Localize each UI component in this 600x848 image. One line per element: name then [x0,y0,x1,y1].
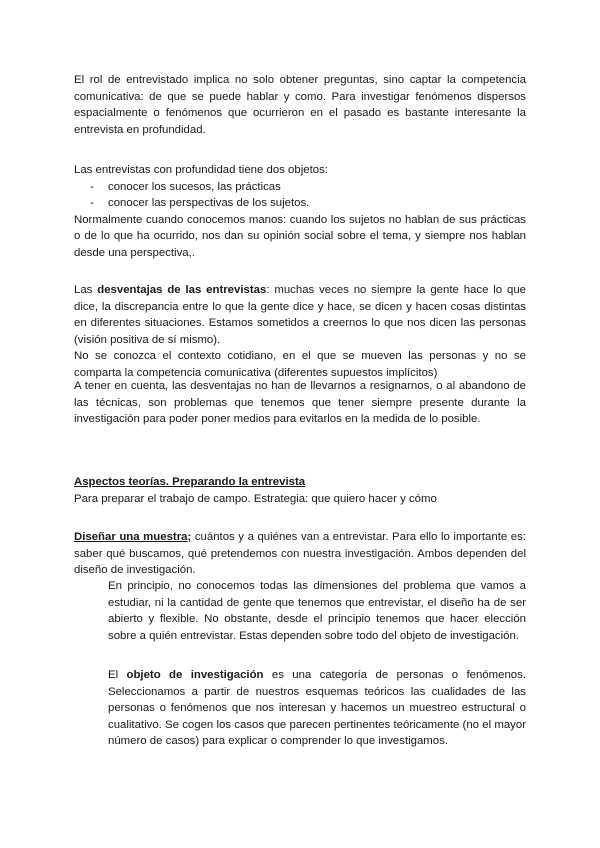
text-run: cuántos y a quiénes van a entrevistar. Para ello lo importante es: saber qué buscamos, qué pretendemos con nuestra investigación. Ambos dependen del diseño de investigación. [74,531,526,577]
paragraph-text: Las entrevistas con profundidad tiene dos objetos: [74,164,328,176]
text-run: Las [74,284,98,296]
paragraph-text [74,282,526,348]
paragraph-text: Normalmente cuando conocemos manos: cuando los sujetos no hablan de sus prácticas o de lo que ha ocurrido, nos dan su opinión social sobre el tema, y siempre nos hablan desde una perspectiva,. [74,213,526,259]
paragraph-disadvantages [74,282,526,382]
paragraph-text: En principio, no conocemos todas las dimensiones del problema que vamos a estudiar, ni la cantidad de gente que tenemos que entrevistar, el diseño ha de ser abierto y flexible. No obstante, desde el principio tenemos que hacer elección sobre a quién entrevistar. Estas dependen sobre todo del objeto de investigación. [108,580,526,642]
paragraph-object [108,667,526,750]
bold-term: Diseñar una muestra; [74,531,192,543]
paragraph-consider [74,378,526,428]
text-run: es una categoría de personas o fenómenos. Seleccionamos a partir de nuestros esquemas teóricos las cualidades de las personas o fenómenos que nos interesan y hacemos un muestreo estructural o cualitativo. Se cogen los casos que parecen pertinentes teóricamente (no el mayor número de casos) para explicar o comprender lo que investigamos. [108,669,526,748]
list-item: - conocer las perspectivas de los sujetos. [74,195,526,212]
paragraph-intro [74,72,526,138]
paragraph-text [108,667,526,750]
section-aspects [74,474,526,507]
paragraph-text [74,529,526,579]
paragraph-text: No se conozca el contexto cotidiano, en el que se mueven las personas y no se comparta la competencia comunicativa (diferentes supuestos implícitos) [74,350,526,379]
paragraph-principle [108,578,526,644]
section-heading-text: Aspectos teorías. Preparando la entrevista [74,476,306,488]
paragraph-sample [74,529,526,579]
list-item: - conocer los sucesos, las prácticas [74,179,526,196]
paragraph-text: Para preparar el trabajo de campo. Estrategia: que quiero hacer y cómo [74,492,437,505]
bold-term: objeto de investigación [126,669,264,681]
text-run: : muchas veces no siempre la gente hace lo que dice, la discrepancia entre lo que la gente dice y hace, se dicen y hacen cosas distintas en diferentes situaciones. Estamos sometidos a creernos lo que nos dicen las personas (visión positiva de sí mismo). [74,284,527,346]
paragraph-objects [74,162,526,262]
paragraph-text: A tener en cuenta, las desventajas no han de llevarnos a resignarnos, o al abandono de las técnicas, son problemas que tenemos que tener siempre presente durante la investigación para poder poner medios para evitarlos en la medida de lo posible. [74,380,526,426]
section-heading [74,474,526,491]
objects-list [74,179,526,212]
text-run: El [108,669,127,681]
bold-term: desventajas de las entrevistas [97,284,267,296]
paragraph-text: El rol de entrevistado implica no solo obtener preguntas, sino captar la competencia comunicativa: de que se puede hablar y como. Para investigar fenómenos dispersos espacialmente o fenómenos que ocurrieron en el pasado es bastante interesante la entrevista en profundidad. [74,74,526,136]
